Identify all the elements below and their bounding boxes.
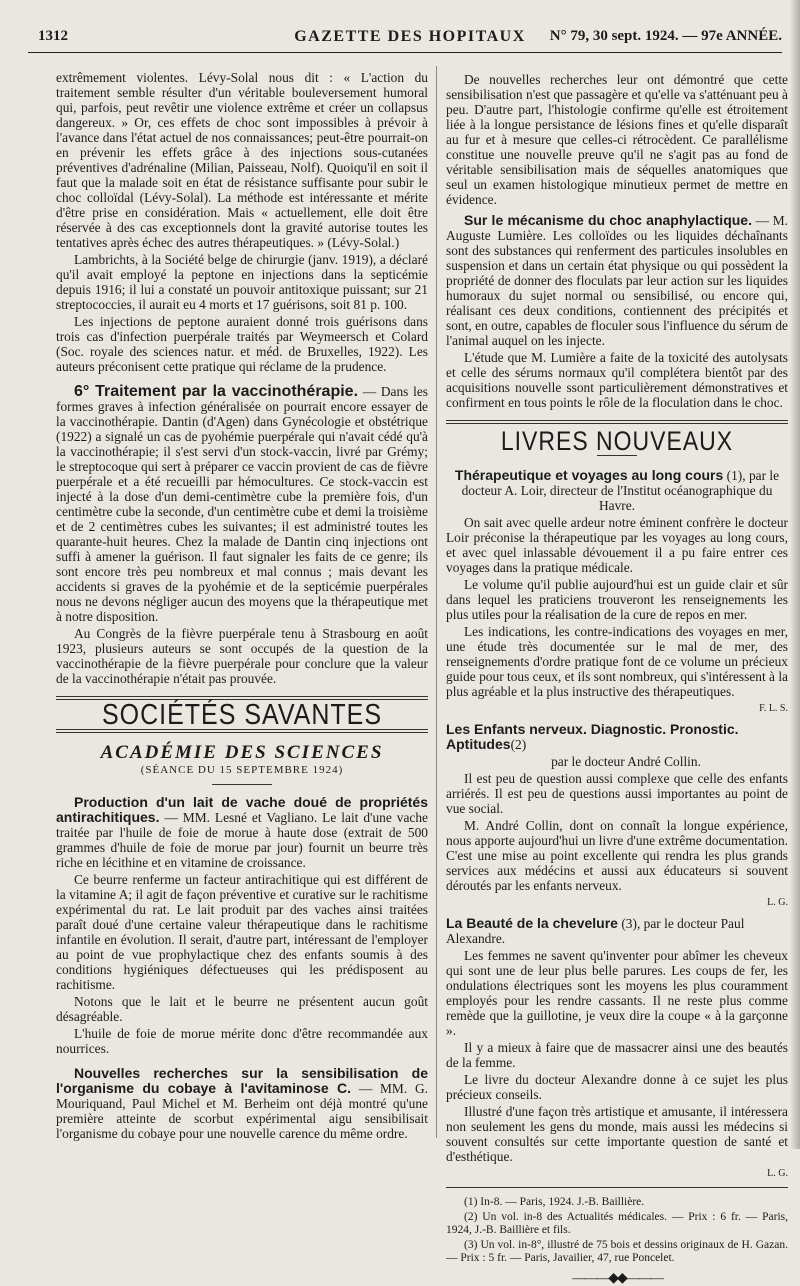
paragraph: Lambrichts, à la Société belge de chirurgie (janv. 1919), a déclaré qu'il avait employé la peptone en injections dans la septicémie depuis 1916; il lui a constaté un pouvoir antitoxique puissant; sur 21 streptococcies, il aurait eu 4 morts et 17 guérisons, soit 81 p. 100. [56, 252, 428, 312]
page-edge-shadow [790, 0, 800, 1149]
paragraph: Illustré d'une façon très artistique et amusante, il intéressera non seulement les gens du monde, mais aussi les médecins si souvent consultés sur cette importante question de santé et d'esthétique. [446, 1104, 788, 1164]
column-divider [436, 66, 437, 1138]
section-6-heading: 6° Traitement par la vaccinothérapie. [74, 383, 359, 400]
left-column [56, 70, 428, 1143]
article-choc [446, 213, 788, 348]
book-title: Les Enfants nerveux. Diagnostic. Pronostic. Aptitudes [446, 721, 739, 752]
page-number: 1312 [38, 28, 68, 44]
book-author: par le docteur André Collin. [551, 754, 701, 769]
paragraph: Notons que le lait et le beurre ne présentent aucun goût désagréable. [56, 994, 428, 1024]
book-1-title [446, 468, 788, 513]
footnote-ref: (2) [510, 737, 527, 752]
signature: F. L. S. [759, 703, 788, 714]
paragraph: Le volume qu'il publie aujourd'hui est un guide clair et sûr dans lequel les praticiens trouveront les renseignements les plus utiles pour la réalisation de la cure de repos en mer. [446, 577, 788, 622]
article-title: Production d'un lait de vache doué de propriétés antirachitiques. [56, 794, 428, 825]
book-author: , par le docteur Paul Alexandre. [446, 916, 745, 946]
page-header [28, 24, 782, 50]
article-lait [56, 795, 428, 870]
signature: L. G. [767, 1168, 788, 1179]
right-column [446, 72, 788, 1286]
societes-savantes-title: SOCIÉTÉS SAVANTES [101, 698, 383, 732]
article-avitaminose [56, 1066, 428, 1141]
footnote-ref: (3) [621, 916, 637, 931]
paragraph: L'huile de foie de morue mérite donc d'être recommandée aux nourrices. [56, 1026, 428, 1056]
paragraph: De nouvelles recherches leur ont démontré que cette sensibilisation n'est que passagère et qu'elle va s'atténuant peu à peu. D'autre part, l'histologie confirme qu'elle est étroitement liée à la longue persistance de lésions fines et qu'elle disparaît au fur et à mesure que celles-ci rétrocèdent. Ce parallélisme constitue une nouvelle preuve qu'il ne s'agit pas au fond de véritable sensibilisation mais de séquelles anatomiques que seul un examen histologique minutieux permet de mettre en évidence. [446, 72, 788, 207]
article-body: — MM. G. Mouriquand, Paul Michel et M. Berheim ont déjà montré qu'une première atteinte de scorbut expérimental aigu sensibilisait l'organisme du cobaye pour une nouvelle carence du même ordre. [56, 1081, 428, 1141]
article-body: — M. Auguste Lumière. Les colloïdes ou les liquides déchaînants sont des substances qui renferment des particules insolubles en suspension et dans un certain état physique ou qui possèdent la propriété de donner des floculats par leur action sur les liquides humoraux du sujet normal ou sensibilisé, ou encore qui, réalisant ces deux conditions, contiennent des précipités et sont, en outre, capables de floculer sous l'influence du sérum de l'animal auquel on les injecte. [446, 213, 788, 348]
end-ornament: ———◆◆——— [572, 1271, 662, 1286]
article-body: — MM. Lesné et Vagliano. Le lait d'une vache traitée par l'huile de foie de morue à haute dose (extrait de 500 grammes d'huile de foie de morue par jour) fournit un beurre très riche en lécithine et en vitamine de croissance. [56, 810, 428, 870]
section-6 [56, 384, 428, 624]
paragraph: Les injections de peptone auraient donné trois guérisons dans trois cas d'infection puerpérale traités par Weymeersch et Colard (Soc. royale des sciences natur. et méd. de Bruxelles, 1922). Les auteurs préconisent cette pratique qui réclame de la prudence. [56, 314, 428, 374]
paragraph: M. André Collin, dont on connaît la longue expérience, nous apporte aujourd'hui un livre d'une extrême documentation. C'est une mise au point excellente qui rendra les plus grands services aux médécins et aussi aux éducateurs si souvent déroutés par les enfants nerveux. [446, 818, 788, 893]
short-rule [212, 784, 272, 785]
footnote: (3) Un vol. in-8°, illustré de 75 bois et dessins originaux de H. Gazan. — Prix : 5 fr. — Paris, Javailier, 47, rue Poncelet. [446, 1239, 788, 1264]
book-author: , par le docteur A. Loir, directeur de l'Institut océanographique du Havre. [461, 468, 780, 513]
academie-title: ACADÉMIE DES SCIENCES [100, 742, 384, 763]
book-2-title [446, 722, 788, 752]
paragraph: L'étude que M. Lumière a faite de la toxicité des autolysats et celle des sérums normaux qu'il complétera bientôt par des acquisitions nouvelle ssont particulièrement démonstratives et confirment en tous points le rôle de la floculation dans le choc. [446, 350, 788, 410]
footnote: (1) In-8. — Paris, 1924. J.-B. Baillière. [464, 1196, 645, 1208]
footnote-rule [446, 1187, 788, 1188]
section-6-body: — Dans les formes graves à infection généralisée on pourrait encore essayer de la vaccinothérapie. Dantin (d'Agen) dans Gynécologie et obstétrique (1922) a signalé un cas de pyohémie puerpérale qui n'avait cédé qu'à la vaccinothérapie; il s'est servi d'un stock-vaccin, livré par Grémy; le streptocoque qui sert à préparer ce vaccin provient de cas de fièvre puerpérale et a été recueilli par hémocultures. Ce stock-vaccin est injecté à la dose d'un demi-centimètre cube la première fois, d'un centimètre cube la seconde, d'un centimètre cube et demi la troisième et de 2 centimètres cubes les suivantes; il est administré toutes les quarante-huit heures. Chez la malade de Dantin cinq injections ont suffi à amener la guérison. Il faut signaler les faits de ce genre; ils sont encore très peu nombreux et mal connus ; mais devant les accidents si graves de la pyohémie et de la septicémie puerpérales nous ne devons négliger aucun des moyens que la thérapeutique met à notre disposition. [56, 384, 428, 624]
paragraph: On sait avec quelle ardeur notre éminent confrère le docteur Loir préconise la thérapeutique par les voyages au long cours, et avec quel inlassable dévouement il a pu faire entrer ces voyages dans la pratique médicale. [446, 515, 788, 575]
paragraph: Les indications, les contre-indications des voyages en mer, une étude très documentée sur le mal de mer, des renseignements d'ordre pratique font de ce volume un précieux guide pour tous ceux, et ils sont nombreux, qui s'intéressent à la plus agréable et la plus instructive des thérapeutiques. [446, 624, 788, 699]
livres-nouveaux-title: LIVRES NOUVEAUX [500, 425, 734, 456]
book-3-title [446, 916, 788, 946]
footnote: (2) Un vol. in-8 des Actualités médicales. — Prix : 6 fr. — Paris, 1924, J.-B. Baillière et fils. [446, 1211, 788, 1236]
header-rule [28, 52, 782, 53]
issue-info: N° 79, 30 sept. 1924. — 97e ANNÉE. [549, 28, 782, 44]
book-title: La Beauté de la chevelure [446, 915, 618, 931]
paragraph: Il y a mieux à faire que de massacrer ainsi une des beautés de la femme. [446, 1040, 788, 1070]
article-title: Nouvelles recherches sur la sensibilisation de l'organisme du cobaye à l'avitaminose C. [56, 1065, 428, 1096]
double-rule [446, 420, 788, 424]
paragraph: Les femmes ne savent qu'inventer pour abîmer les cheveux qui sont une de leur plus belle parures. Les coups de fer, les ondulations électriques sont les moyens les plus couramment employés pour les rendre cassants. Il ne reste plus comme remède que la guillotine, je veux dire la coupe « à la garçonne ». [446, 948, 788, 1038]
paragraph: Le livre du docteur Alexandre donne à ce sujet les plus précieux conseils. [446, 1072, 788, 1102]
journal-title: GAZETTE DES HOPITAUX [294, 28, 526, 45]
paragraph: extrêmement violentes. Lévy-Solal nous dit : « L'action du traitement semble résulter d'un véritable bouleversement humoral qui, parfois, peut revêtir une violence extrême et créer un collapsus dangereux. » Or, ces effets de choc sont impossibles à prévoir à l'avance dans l'état actuel de nos connaissances; peut-être pourrait-on en prévenir les effets grâce à des injections sous-cutanées préventives d'adrénaline (Milian, Paisseau, Nolf). Quoiqu'il en soit il faut que la malade soit en état de résistance suffisante pour subir le choc colloïdal (Lévy-Solal). La méthode est intéressante et mérite d'être prise en considération. Mais « actuellement, elle doit être réservée à des cas exceptionnels dont la gravité autorise toutes les tentatives après échec des autres thérapeutiques. » (Lévy-Solal.) [56, 70, 428, 250]
seance-date: (SÉANCE DU 15 SEPTEMBRE 1924) [140, 764, 344, 776]
footnote-ref: (1) [726, 468, 743, 483]
paragraph: Au Congrès de la fièvre puerpérale tenu à Strasbourg en août 1923, plusieurs auteurs se sont occupés de la question de la vaccinothérapie de la fièvre puerpérale pour conclure que la valeur de la vaccinothérapie n'était pas prouvée. [56, 626, 428, 686]
paragraph: Il est peu de question aussi complexe que celle des enfants arriérés. Il est peu de questions aussi importantes au point de vue social. [446, 771, 788, 816]
article-title: Sur le mécanisme du choc anaphylactique. [464, 212, 752, 228]
signature: L. G. [767, 897, 788, 908]
paragraph: Ce beurre renferme un facteur antirachitique qui est différent de la vitamine A; il agit de façon préventive et curative sur le rachitisme expérimental du rat. Le lait produit par des vaches ainsi traitées paraît doué d'une certaine valeur thérapeutique dans le rachitisme infantile en évolution. Il serait, d'autre part, intéressant de l'employer au point de vue prophylactique chez des enfants soumis à des conditions hygiéniques défectueuses qui les prédisposent au rachitisme. [56, 872, 428, 992]
book-title: Thérapeutique et voyages au long cours [454, 467, 724, 483]
